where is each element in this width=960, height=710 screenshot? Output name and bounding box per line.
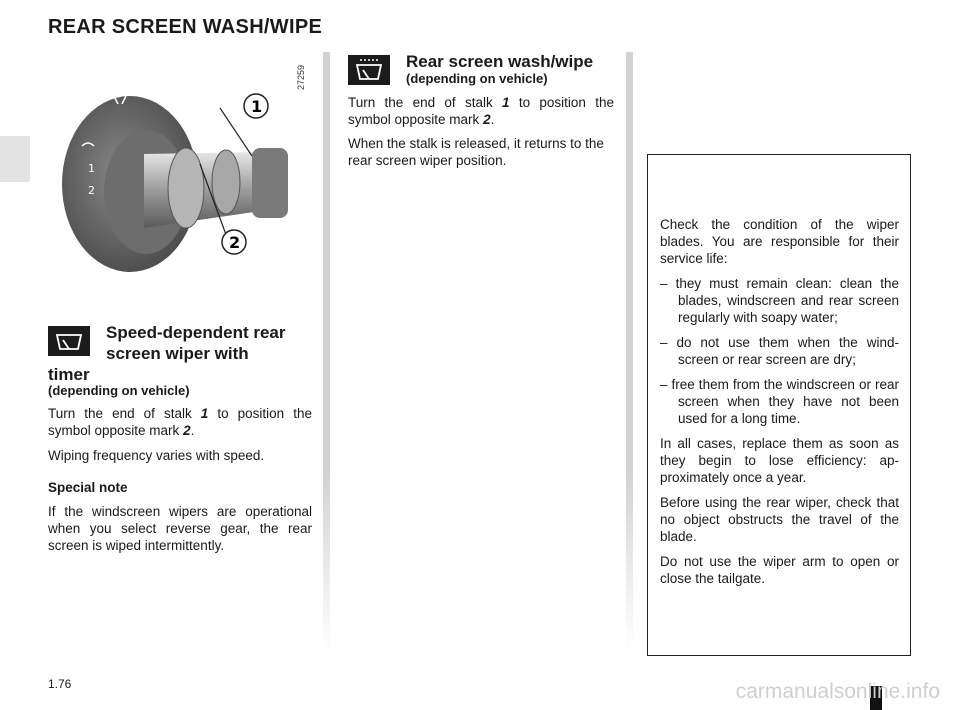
paragraph-frequency: Wiping frequency varies with speed.: [48, 448, 265, 463]
rear-wiper-timer-icon: [48, 326, 90, 356]
watermark: carmanualsonline.info: [735, 680, 940, 703]
paragraph-turn-stalk: Turn the end of stalk 1 to position the symbol opposite mark 2.: [48, 406, 313, 438]
dial-mark-2: 2: [88, 184, 95, 197]
wiper-blade-note-box: [647, 154, 911, 656]
stalk-ref: 1: [502, 95, 510, 110]
special-note-text: If the windscreen wipers are operational when you select reverse gear, the rear screen is wiped intermittently.: [48, 504, 312, 553]
page-number: 1.76: [48, 677, 72, 691]
wiper-stalk-drawing: [48, 52, 316, 284]
special-note-title: Special note: [48, 480, 128, 495]
note-bullet-clean: – they must remain clean: clean the blades, windscreen and rear screen regularly with soapy water;: [660, 276, 899, 325]
note-replace: In all cases, replace them as soon as they begin to lose efficiency: ap-proximately once a year.: [660, 436, 899, 485]
paragraph-stalk-release: When the stalk is released, it returns to the rear screen wiper position.: [348, 136, 604, 168]
section-subheading-wash-wipe: (depending on vehicle): [406, 71, 548, 86]
rotary-ring: [168, 148, 204, 228]
mark-ref: 2: [183, 423, 191, 438]
page-title: REAR SCREEN WASH/WIPE: [48, 16, 323, 38]
section-heading-speed-wiper-line3: timer: [48, 365, 90, 384]
note-bullet-dry: – do not use them when the wind-screen or rear screen are dry;: [660, 335, 899, 367]
wiper-stalk-illustration: [48, 52, 316, 284]
section-heading-speed-wiper-line2: screen wiper with: [106, 344, 249, 363]
paragraph-turn-stalk-wash: Turn the end of stalk 1 to position the symbol opposite mark 2.: [348, 95, 615, 127]
note-intro: Check the condition of the wiper blades. You are responsible for their service life:: [660, 217, 899, 266]
figure-reference: 27259: [296, 64, 306, 90]
section-subheading: (depending on vehicle): [48, 383, 190, 398]
section-heading-speed-wiper: Speed-dependent rear: [106, 323, 286, 342]
rear-wash-wipe-icon: [348, 55, 390, 85]
dial-mark-1: 1: [88, 162, 95, 175]
mark-ref: 2: [483, 112, 491, 127]
section-heading-wash-wipe: Rear screen wash/wipe: [406, 52, 594, 71]
stalk-end-cap: [252, 148, 288, 218]
note-bullet-free: – free them from the windscreen or rear screen when they have not been used for a long time.: [660, 377, 899, 426]
column-divider-left: [323, 52, 330, 652]
callout-1: 1: [251, 97, 263, 116]
callout-2: 2: [229, 233, 241, 252]
section-tab-marker: [0, 136, 30, 182]
note-check-obstruction: Before using the rear wiper, check that no object obstructs the travel of the blade.: [660, 495, 899, 544]
note-wiper-arm: Do not use the wiper arm to open or close the tailgate.: [660, 554, 899, 586]
column-divider-right: [626, 52, 633, 652]
rotary-ring-end: [212, 150, 240, 214]
stalk-ref: 1: [200, 406, 209, 421]
